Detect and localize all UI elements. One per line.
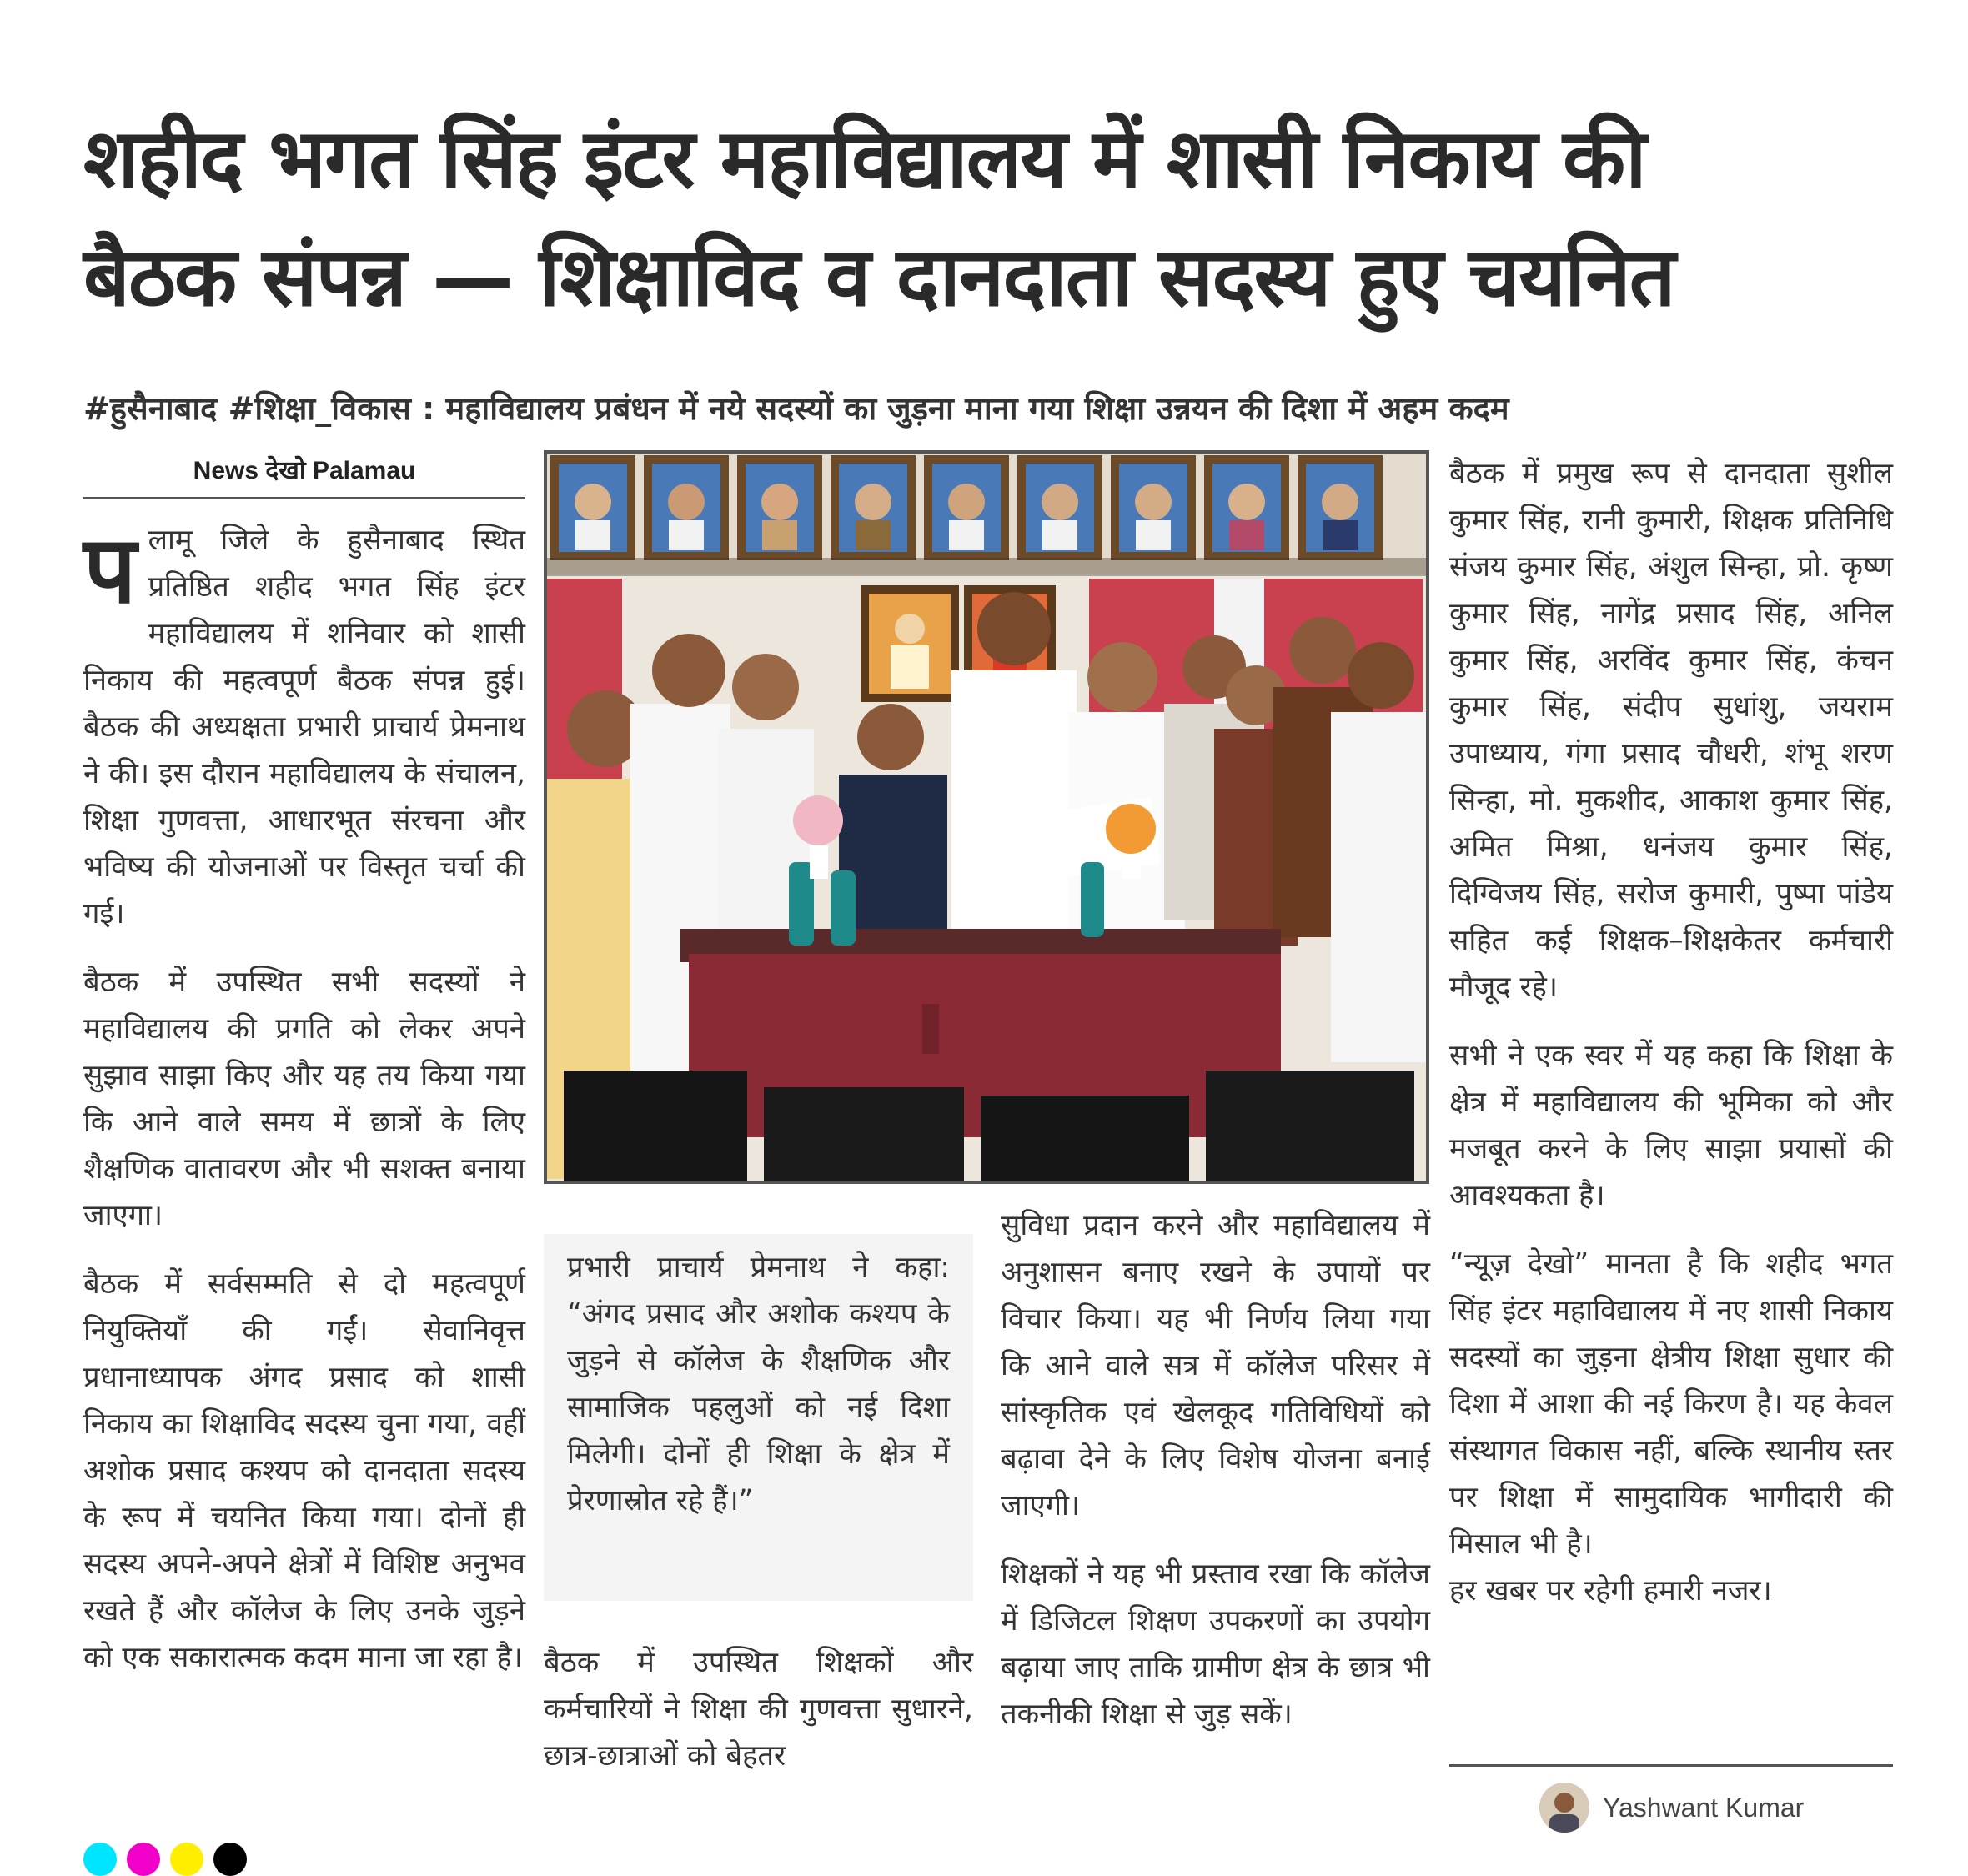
subheadline: #हुसैनाबाद #शिक्षा_विकास : महाविद्यालय प्रबंधन में नये सदस्यों का जुड़ना माना गया शिक्षा उन्नयन की दिशा में अहम कदम — [83, 390, 1509, 427]
quote-box: प्रभारी प्राचार्य प्रेमनाथ ने कहा: “अंगद प्रसाद और अशोक कश्यप के जुड़ने से कॉलेज के शैक्षणिक और सामाजिक पहलुओं को नई दिशा मिलेगी। दोनों ही शिक्षा के क्षेत्र में प्रेरणास्रोत रहे हैं।” — [544, 1234, 973, 1601]
author-credit — [1539, 1781, 1804, 1834]
author-avatar-icon — [1539, 1783, 1589, 1833]
meeting-photo-illustration — [547, 454, 1426, 1181]
paragraph-10: हर खबर पर रहेगी हमारी नजर। — [1449, 1574, 1772, 1608]
byline-divider — [83, 497, 525, 499]
author-name: Yashwant Kumar — [1603, 1792, 1805, 1823]
paragraph-2: बैठक में उपस्थित सभी सदस्यों ने महाविद्यालय की प्रगति को लेकर अपने सुझाव साझा किए और यह तय किया गया कि आने वाले समय में छात्रों के लिए शैक्षणिक वातावरण और भी सशक्त बनाया जाएगा। — [83, 966, 525, 1232]
paragraph-4: बैठक में उपस्थित शिक्षकों और कर्मचारियों ने शिक्षा की गुणवत्ता सुधारने, छात्र-छात्राओं को बेहतर — [544, 1646, 973, 1773]
paragraph-5: सुविधा प्रदान करने और महाविद्यालय में अनुशासन बनाए रखने के उपायों पर विचार किया। यह भी निर्णय लिया गया कि आने वाले सत्र में कॉलेज परिसर में सांस्कृतिक एवं खेलकूद गतिविधियों को बढ़ावा देने के लिए विशेष योजना बनाई जाएगी। — [1001, 1209, 1430, 1522]
byline: News देखो Palamau — [193, 457, 416, 484]
article-column-1 — [83, 517, 525, 1703]
headline-line-1: शहीद भगत सिंह इंटर महाविद्यालय में शासी निकाय की — [83, 112, 1645, 207]
magenta-dot — [127, 1843, 160, 1876]
drop-cap: प — [83, 516, 137, 624]
author-divider — [1449, 1764, 1893, 1767]
article-column-3 — [1001, 1202, 1430, 1759]
paragraph-9: “न्यूज़ देखो” मानता है कि शहीद भगत सिंह इंटर महाविद्यालय में नए शासी निकाय सदस्यों का जुड़ना क्षेत्रीय शिक्षा सुधार की दिशा में आशा की नई किरण है। यह केवल संस्थागत विकास नहीं, बल्कि स्थानीय स्तर पर शिक्षा में सामुदायिक भागीदारी की मिसाल भी है। — [1449, 1247, 1893, 1561]
paragraph-3: बैठक में सर्वसम्मति से दो महत्वपूर्ण नियुक्तियाँ की गईं। सेवानिवृत्त प्रधानाध्यापक अंगद प्रसाद को शासी निकाय का शिक्षाविद सदस्य चुना गया, वहीं अशोक प्रसाद कश्यप को दानदाता सदस्य के रूप में चयनित किया गया। दोनों ही सदस्य अपने-अपने क्षेत्रों में विशिष्ट अनुभव रखते हैं और कॉलेज के लिए उनके जुड़ने को एक सकारात्मक कदम माना जा रहा है। — [83, 1267, 525, 1674]
frames-shelf — [547, 558, 1426, 576]
article-column-4 — [1449, 450, 1893, 1636]
headline-line-2: बैठक संपन्न — शिक्षाविद व दानदाता सदस्य हुए चयनित — [83, 230, 1674, 325]
paragraph-1-text: लामू जिले के हुसैनाबाद स्थित प्रतिष्ठित शहीद भगत सिंह इंटर महाविद्यालय में शनिवार को शासी निकाय की महत्वपूर्ण बैठक संपन्न हुई। बैठक की अध्यक्षता प्रभारी प्राचार्य प्रेमनाथ ने की। इस दौरान महाविद्यालय के संचालन, शिक्षा गुणवत्ता, आधारभूत संरचना और भविष्य की योजनाओं पर विस्तृत चर्चा की गई। — [83, 524, 525, 930]
yellow-dot — [170, 1843, 203, 1876]
headline — [83, 100, 1901, 337]
paragraph-1 — [83, 517, 525, 937]
paragraph-6: शिक्षकों ने यह भी प्रस्ताव रखा कि कॉलेज में डिजिटल शिक्षण उपकरणों का उपयोग बढ़ाया जाए ताकि ग्रामीण क्षेत्र के छात्र भी तकनीकी शिक्षा से जुड़ सकें। — [1001, 1557, 1430, 1731]
black-dot — [213, 1843, 247, 1876]
cyan-dot — [83, 1843, 117, 1876]
paragraph-8: सभी ने एक स्वर में यह कहा कि शिक्षा के क्षेत्र में महाविद्यालय की भूमिका को और मजबूत करने के लिए साझा प्रयासों की आवश्यकता है। — [1449, 1039, 1893, 1212]
meeting-photo — [544, 450, 1429, 1184]
article-column-2-bottom — [544, 1639, 973, 1801]
cmyk-marks — [83, 1843, 247, 1876]
portrait-frames — [550, 455, 1383, 560]
paragraph-7: बैठक में प्रमुख रूप से दानदाता सुशील कुमार सिंह, रानी कुमारी, शिक्षक प्रतिनिधि संजय कुमार सिंह, अंशुल सिन्हा, प्रो. कृष्ण कुमार सिंह, नागेंद्र प्रसाद सिंह, अनिल कुमार सिंह, अरविंद कुमार सिंह, कंचन कुमार सिंह, संदीप सुधांशु, जयराम उपाध्याय, गंगा प्रसाद चौधरी, शंभू शरण सिन्हा, मो. मुकशीद, आकाश कुमार सिंह, अमित मिश्रा, धनंजय कुमार सिंह, दिग्विजय सिंह, सरोज कुमारी, पुष्पा पांडेय सहित कई शिक्षक–शिक्षकेतर कर्मचारी मौजूद रहे। — [1449, 457, 1893, 1004]
